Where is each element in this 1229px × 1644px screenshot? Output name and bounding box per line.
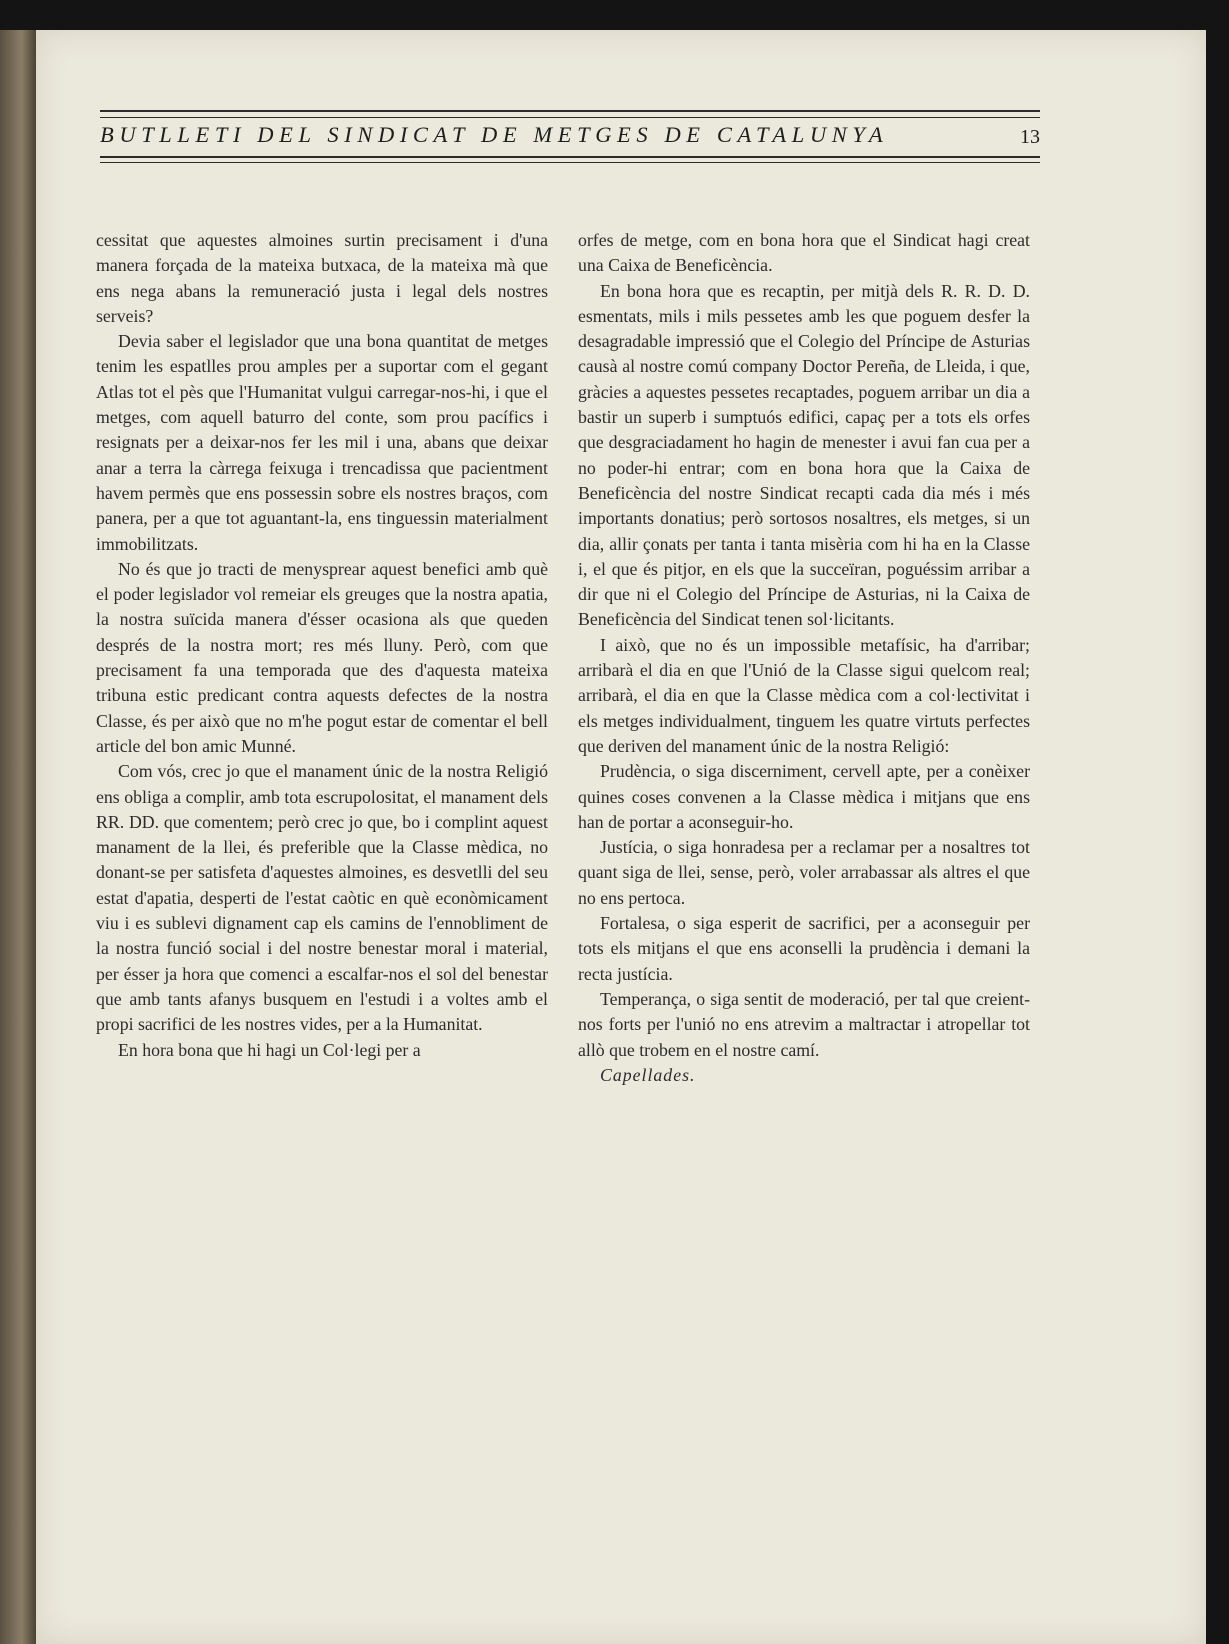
page-number: 13 <box>1020 126 1040 148</box>
paragraph-virtue-prudence: Prudència, o siga discerniment, cervell apte, per a conèixer quines coses convenen a la Classe mèdica i mitjans que ens han de portar a aconseguir-ho. <box>578 761 1030 832</box>
paragraph: Devia saber el legislador que una bona quantitat de metges tenim les espatlles prou amples per a suportar com el gegant Atlas tot el pès que l'Humanitat vulgui carregar-nos-hi, i que el metges, com aquell baturro del conte, som prou pacífics i resignats per a deixar-nos fer les mil i una, abans que deixar anar a terra la càrrega feixuga i trencadissa que pacientment havem permès que ens possessin sobre els nostres braços, com panera, per a que tot aguantant-la, ens tinguessin materialment immobilitzats. <box>96 331 548 554</box>
paragraph: cessitat que aquestes almoines surtin precisament i d'una manera forçada de la mateixa butxaca, de la mateixa mà que ens nega abans la remuneració justa i legal dels nostres serveis? <box>96 230 548 326</box>
paragraph: En bona hora que es recaptin, per mitjà dels R. R. D. D. esmentats, mils i mils pessetes amb les que poguem desfer la desagradable impressió que el Colegio del Príncipe de Asturias causà al nostre comú company Doctor Pereña, de Lleida, i que, gràcies a aquestes pessetes recaptades, poguem arribar un dia a bastir un superb i sumptuós edifici, capaç per a tots els orfes que desgraciadament ho hagin de menester i avui fan cua per a no poder-hi entrar; com en bona hora que la Caixa de Beneficència del nostre Sindicat recapti cada dia més i més importants donatius; però sortosos nosaltres, els metges, si un dia, allir çonats per tanta i tanta misèria com hi ha en la Classe i, el que és pitjor, en els que la succeïran, poguéssim arribar a dir que ni el Colegio del Príncipe de Asturias, ni la Caixa de Beneficència del Sindicat tenen sol·licitants. <box>578 280 1030 630</box>
paragraph-virtue-temperance: Temperança, o siga sentit de moderació, per tal que creient-nos forts per l'unió no ens atrevim a maltractar i atropellar tot allò que trobem en el nostre camí. <box>578 988 1030 1060</box>
paragraph: orfes de metge, com en bona hora que el Sindicat hagi creat una Caixa de Beneficència. <box>578 230 1030 276</box>
header-rule-top <box>100 110 1040 112</box>
paragraph: No és que jo tracti de menysprear aquest benefici amb què el poder legislador vol remeiar els greuges que la nostra apatia, la nostra suïcida manera d'ésser ocasiona als que queden després de la nostra mort; res més lluny. Però, com que precisament fa una temporada que des d'aquesta mateixa tribuna estic predicant contra aquests defectes de la nostra Classe, és per això que no m'he pogut estar de comentar el bell article del bon amic Munné. <box>96 558 548 756</box>
paragraph-virtue-justice: Justícia, o siga honradesa per a reclamar per a nosaltres tot quant siga de llei, sense, però, voler arrabassar als altres el que no ens pertoca. <box>578 837 1030 908</box>
left-column <box>96 228 548 1063</box>
paragraph: En hora bona que hi hagi un Col·legi per a <box>118 1039 421 1060</box>
running-header <box>100 110 1040 190</box>
document-page <box>36 30 1206 1644</box>
header-rule-bottom-thin <box>100 162 1040 163</box>
header-rule-bottom <box>100 156 1040 158</box>
paragraph: Com vós, crec jo que el manament únic de la nostra Religió ens obliga a complir, amb tota escrupolositat, el manament dels RR. DD. que comentem; però crec jo que, bo i complint aquest manament de la llei, és preferible que la Classe mèdica, no donant-se per satisfeta d'aquestes almoines, es desvetlli del seu estat d'apatia, desperti de l'estat caòtic en què econòmicament viu i es sublevi dignament cap els camins de l'ennobliment de la nostra funció social i del nostre benestar moral i material, per ésser ja hora que comenci a escalfar-nos el sol del benestar que amb tants afanys busquem en l'estudi i a voltes amb el propi sacrifici de les nostres vides, per a la Humanitat. <box>96 761 548 1035</box>
binding-edge <box>0 30 36 1644</box>
header-rule-top-thin <box>100 117 1040 118</box>
paragraph-virtue-fortitude: Fortalesa, o siga esperit de sacrifici, per a aconseguir per tots els mitjans el que ens aconselli la prudència i demani la recta justícia. <box>578 913 1030 984</box>
author-signature: Capellades. <box>600 1064 696 1085</box>
journal-title: BUTLLETI DEL SINDICAT DE METGES DE CATALUNYA <box>100 122 889 147</box>
right-column <box>578 228 1030 1088</box>
paragraph: I això, que no és un impossible metafísic, ha d'arribar; arribarà el dia en que l'Unió de la Classe sigui quelcom real; arribarà, el dia en que la Classe mèdica com a col·lectivitat i els metges individualment, tinguem les quatre virtuts perfectes que deriven del manament únic de la nostra Religió: <box>578 634 1030 756</box>
